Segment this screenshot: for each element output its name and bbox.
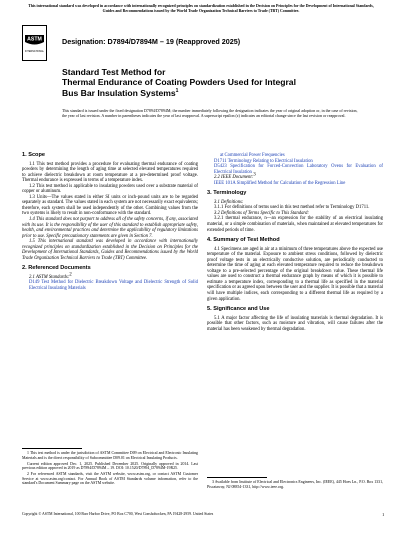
- footnote-1: 1 This test method is under the jurisdiction of ASTM Committee D09 on Electrical and Electronic Insulating Materials and is the direct responsibility of Subcommittee D09.01 on Electrical Insulating Products.: [22, 451, 198, 460]
- para-3-2-1: 3.2.1 thermal endurance, n—an expression for the stability of an electrical insulating material, or a simple combination of materials, when maintained at elevated temperatures for extended periods of time.: [207, 216, 383, 233]
- astm-logo-icon: [22, 25, 47, 61]
- tbt-notice: This international standard was developed in accordance with internationally recognized principles on standardization established in the Decision on Principles for the Development of International Standards, Guides and Recommendations issued by the World Trade Organization Technical Barriers to Trade (TBT) Committee.: [28, 4, 374, 13]
- terminology-heading: 3. Terminology: [207, 190, 247, 197]
- footnote-divider-left: [22, 448, 82, 449]
- significance-heading: 5. Significance and Use: [207, 306, 270, 313]
- ref-d149-title[interactable]: Test Method for Dielectric Breakdown Voltage and Dielectric Strength of Solid Electrical Insulating Materials: [29, 280, 198, 292]
- footnotes-right: [207, 480, 383, 491]
- ref-d5423: [207, 164, 383, 175]
- footnote-2: 2 For referenced ASTM standards, visit the ASTM website, www.astm.org, or contact ASTM Customer Service at www.astm.org/contact. For Annual Book of ASTM Standards volume information, refer to the standard's Document Summary page on the ASTM website.: [22, 472, 198, 486]
- ref-d149-continued[interactable]: at Commercial Power Frequencies: [220, 153, 285, 158]
- svg-text:INTERNATIONAL: INTERNATIONAL: [25, 50, 44, 53]
- ref-ieee-101a: [207, 181, 383, 187]
- ref-d1711-link[interactable]: D1711: [214, 158, 227, 164]
- title-line-2: Thermal Endurance of Coating Powders Used for Integral: [62, 77, 296, 88]
- title-line-1: Standard Test Method for: [62, 67, 166, 77]
- para-3-2: 3.2 Definitions of Terms Specific to This Standard:: [214, 210, 309, 216]
- para-1-1: 1.1 This test method provides a procedure for evaluating thermal endurance of coating powders by determining the length of aging time at selected elevated temperatures required to achieve dielectric breakdown at room temperature at a pre-determined proof voltage. Thermal endurance is expressed in terms of a temperature index.: [22, 161, 198, 184]
- footnote-mark-3: 3: [253, 172, 256, 178]
- para-1-4: 1.4 This standard does not purport to address all of the safety concerns, if any, associated with its use. It is the responsibility of the user of this standard to establish appropriate safety, health, and environmental practices and determine the applicability of regulatory limitations prior to use. Specific precautionary statements are given in Section 7.: [22, 217, 198, 239]
- para-1-2: 1.2 This test method is applicable to insulating powders used over a substrate material of copper or aluminum.: [22, 183, 198, 195]
- footnotes-left: [22, 451, 198, 487]
- title-line-3: Bus Bar Insulation Systems$^1$: [62, 87, 179, 98]
- ref-d149: [22, 280, 198, 291]
- summary-heading: 4. Summary of Test Method: [207, 237, 280, 244]
- document-title: [62, 67, 362, 98]
- para-3-1-1: 3.1.1 For definitions of terms used in this test method refer to Terminology D1711.: [214, 205, 370, 211]
- standard-designation: Designation: D7894/D7894M – 19 (Reapproved 2025): [62, 37, 241, 46]
- para-4-1: 4.1 Specimens are aged in air at a minimum of three temperatures above the expected use temperature of the material. Exposure to ambient stress conditions, followed by dielectric proof voltage tests in an electrically conductive solution, are periodically conducted to determine the time of aging at each elevated temperature required to reduce the breakdown voltage to a pre-selected percentage of the original breakdown value. These thermal life values are used to construct a thermal endurance graph by means of which it is possible to estimate a temperature index, corresponding to a thermal life as specified in the material specification or as agreed upon between the user and the supplier. It is possible that a material will have multiple indices, each corresponding to a different thermal life as required by a given application.: [207, 246, 383, 302]
- para-1-3: 1.3 Units—The values stated in either SI units or inch-pound units are to be regarded separately as standard. The values stated in each system are not necessarily exact equivalents; therefore, each system shall be used independently of the other. Combining values from the two systems is likely to result in non-conformance with the standard.: [22, 194, 198, 217]
- footnote-mark-2: 2: [69, 272, 72, 278]
- footnote-3: 3 Available from Institute of Electrical and Electronics Engineers, Inc. (IEEE), 445 Hoes Ln., P.O. Box 1331, Piscataway, NJ 08854-1331, http://www.ieee.org.: [207, 480, 383, 489]
- svg-text:ASTM: ASTM: [27, 36, 42, 43]
- left-column: [22, 153, 198, 292]
- page-number: 1: [382, 512, 385, 517]
- issued-note: This standard is issued under the fixed designation D7894/D7894M; the number immediately following the designation indicates the year of original adoption or, in the case of revision, the year of last revision. A number in parentheses indicates the year of last reapproval. A superscript epsilon (ε) indicates an editorial change since the last revision or reapproval.: [62, 108, 358, 118]
- scope-heading: 1. Scope: [22, 152, 46, 158]
- referenced-documents-heading: 2. Referenced Documents: [22, 265, 91, 272]
- footnote-1-edition: Current edition approved Dec. 1, 2025. Published December 2025. Originally approved in 2014. Last previous edition approved in 2019 as D7894/D7894M – 19. DOI: 10.1520/D7894_D7894M-19R25.: [22, 461, 198, 471]
- para-2-2: 2.2 IEEE Document:3: [214, 172, 256, 181]
- para-2-1: 2.1 ASTM Standards:2: [29, 272, 72, 280]
- right-column: [207, 153, 383, 332]
- ref-d149-link[interactable]: D149: [29, 280, 40, 286]
- ref-d5423-link[interactable]: D5423: [214, 164, 227, 170]
- para-3-1: 3.1 Definitions:: [214, 199, 244, 205]
- ref-ieee-title[interactable]: Simplified Method for Calculation of the Regression Line: [236, 180, 346, 186]
- ref-ieee-link[interactable]: IEEE 101A: [214, 180, 236, 186]
- footnote-divider-right: [207, 477, 267, 478]
- para-5-1: 5.1 A major factor affecting the life of insulating materials is thermal degradation. It is possible that other factors, such as moisture and vibration, will cause failures after the material has been weakened by thermal degradation.: [207, 315, 383, 332]
- ref-d1711-title[interactable]: Terminology Relating to Electrical Insulation: [227, 158, 313, 164]
- ref-d5423-title[interactable]: Specification for Forced-Convection Laboratory Ovens for Evaluation of Electrical Insulation: [214, 164, 383, 175]
- title-footnote-mark: 1: [175, 87, 179, 94]
- copyright-line: Copyright © ASTM International, 100 Barr Harbor Drive, PO Box C700, West Conshohocken, PA 19428-2959. United States: [22, 512, 214, 516]
- para-1-5: 1.5 This international standard was developed in accordance with internationally recognized principles on standardization established in the Decision on Principles for the Development of International Standards, Guides and Recommendations issued by the World Trade Organization Technical Barriers to Trade (TBT) Committee.: [22, 239, 198, 261]
